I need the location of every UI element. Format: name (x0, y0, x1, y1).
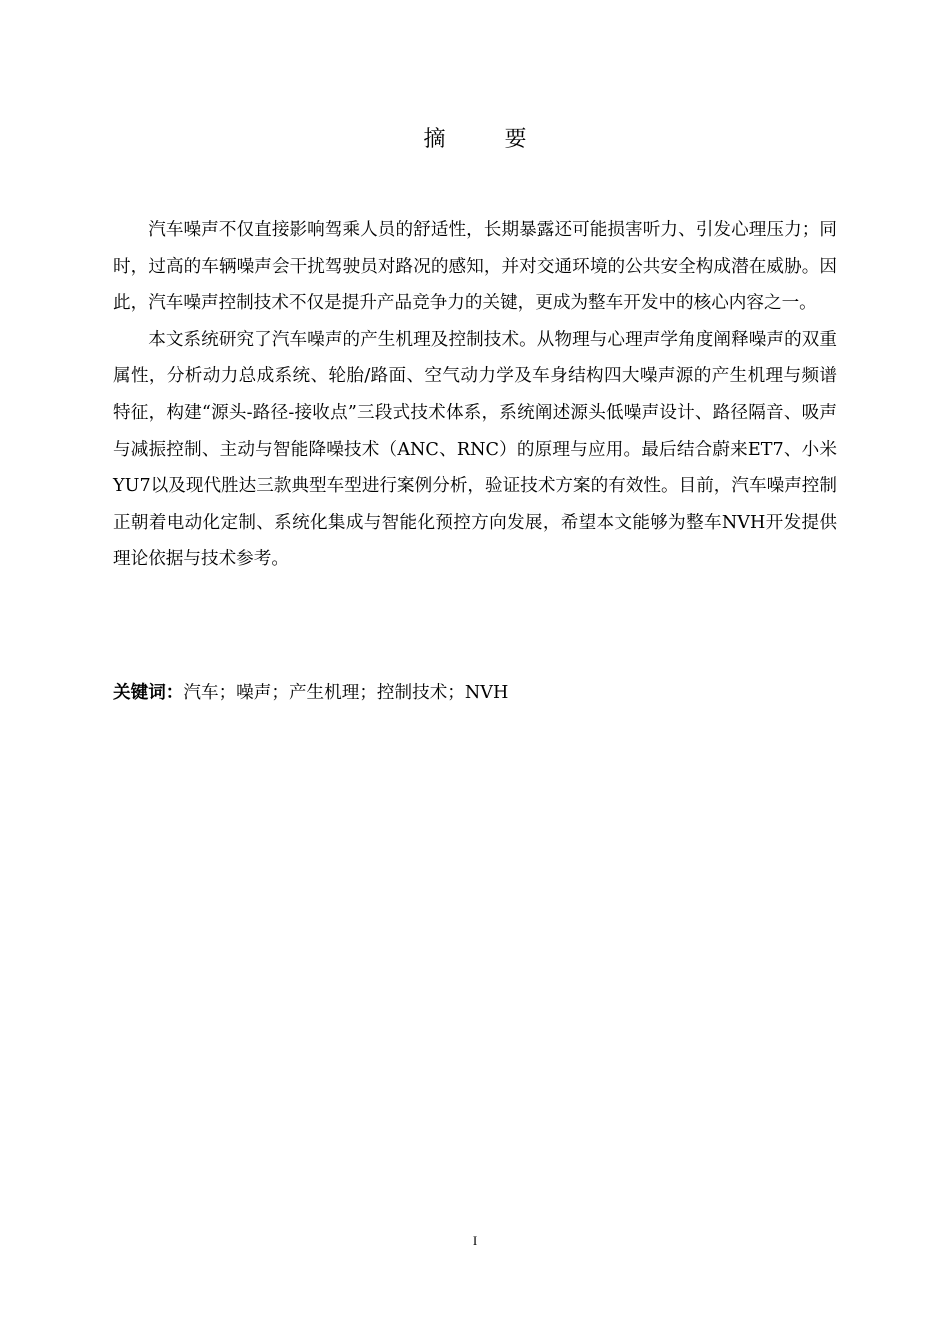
keywords-label: 关键词： (113, 683, 184, 703)
abstract-paragraph-2: 本文系统研究了汽车噪声的产生机理及控制技术。从物理与心理声学角度阐释噪声的双重属性，分析动力总成系统、轮胎/路面、空气动力学及车身结构四大噪声源的产生机理与频谱特征，构建“源头-路径-接收点”三段式技术体系，系统阐述源头低噪声设计、路径隔音、吸声与减振控制、主动与智能降噪技术（ANC、RNC）的原理与应用。最后结合蔚来ET7、小米YU7以及现代胜达三款典型车型进行案例分析，验证技术方案的有效性。目前，汽车噪声控制正朝着电动化定制、系统化集成与智能化预控方向发展，希望本文能够为整车NVH开发提供理论依据与技术参考。 (113, 329, 837, 570)
keywords-line (113, 677, 837, 709)
abstract-title: 摘 要 (423, 127, 553, 152)
abstract-body (113, 212, 837, 578)
abstract-paragraph-1: 汽车噪声不仅直接影响驾乘人员的舒适性，长期暴露还可能损害听力、引发心理压力；同时，过高的车辆噪声会干扰驾驶员对路况的感知，并对交通环境的公共安全构成潜在威胁。因此，汽车噪声控制技术不仅是提升产品竞争力的关键，更成为整车开发中的核心内容之一。 (113, 220, 837, 314)
page-number: I (472, 1233, 478, 1248)
keywords-value: 汽车；噪声；产生机理；控制技术；NVH (183, 683, 509, 703)
